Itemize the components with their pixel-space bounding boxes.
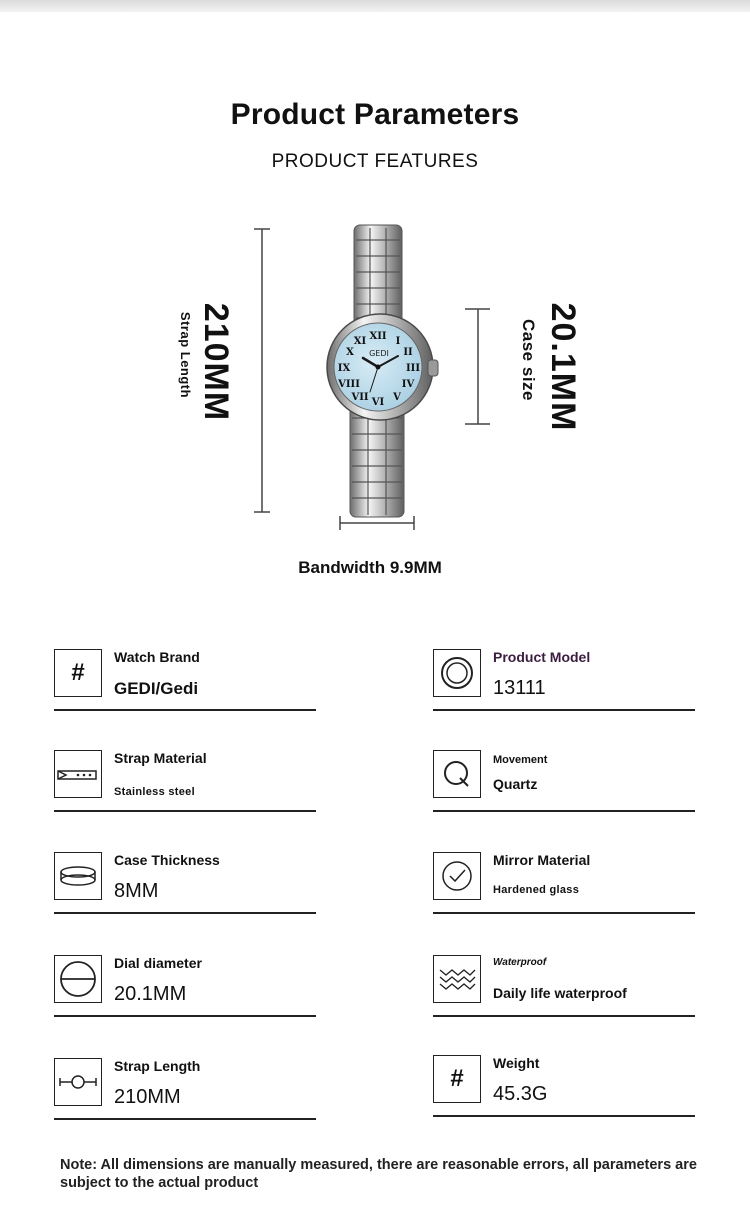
- spec-label: Movement: [493, 754, 548, 766]
- spec-label: Mirror Material: [493, 852, 591, 868]
- watch-logo: GEDI: [369, 349, 389, 358]
- spec-value: 13111: [493, 677, 546, 699]
- spec-movement: [433, 750, 695, 812]
- case-size-dimension-line: [465, 309, 490, 424]
- watch-strap-top: [354, 225, 402, 325]
- spec-value: GEDI/Gedi: [114, 679, 199, 698]
- spec-value: Daily life waterproof: [493, 985, 627, 1001]
- svg-text:VI: VI: [371, 397, 385, 408]
- hash-icon: #: [54, 649, 102, 697]
- spec-value: 8MM: [114, 880, 159, 902]
- divider: [54, 709, 316, 711]
- spec-value: 20.1MM: [114, 983, 187, 1005]
- spec-label: Product Model: [493, 649, 591, 665]
- svg-text:IX: IX: [337, 363, 351, 374]
- page-title: Product Parameters: [230, 98, 520, 131]
- page-subtitle: PRODUCT FEATURES: [271, 151, 479, 172]
- spec-label: Strap Length: [114, 1058, 201, 1074]
- svg-text:XI: XI: [353, 336, 367, 347]
- svg-text:I: I: [395, 336, 401, 347]
- spec-label: Strap Material: [114, 750, 207, 766]
- spec-case-thickness: [54, 852, 316, 914]
- spec-value: 210MM: [114, 1086, 181, 1108]
- svg-text:V: V: [393, 392, 401, 403]
- divider: [433, 1015, 695, 1017]
- divider: [54, 1118, 316, 1120]
- checkmark-circle-icon: [433, 852, 481, 900]
- divider: [54, 810, 316, 812]
- strap-icon: [54, 750, 102, 798]
- divider: [433, 1115, 695, 1117]
- case-size-caption: Case size: [519, 319, 538, 401]
- svg-text:III: III: [405, 363, 421, 374]
- spec-label: Watch Brand: [114, 649, 200, 665]
- strap-length-caption: Strap Length: [178, 311, 193, 399]
- spec-label: Waterproof: [493, 957, 547, 968]
- strap-length-dimension-line: [254, 229, 270, 512]
- spec-dial-diameter: [54, 955, 316, 1017]
- divider: [54, 1015, 316, 1017]
- divider: [433, 912, 695, 914]
- watch-case: [327, 314, 438, 420]
- spec-label: Case Thickness: [114, 852, 220, 868]
- divider: [433, 810, 695, 812]
- svg-text:VII: VII: [351, 392, 369, 403]
- bandwidth-dimension-line: [340, 516, 414, 530]
- strap-length-icon: [54, 1058, 102, 1106]
- watch-strap-bottom: [350, 405, 404, 517]
- case-size-value: 20.1MM: [544, 302, 582, 432]
- spec-value: Hardened glass: [493, 884, 580, 896]
- hash-icon: #: [433, 1055, 481, 1103]
- divider: [433, 709, 695, 711]
- spec-product-model: [433, 649, 695, 711]
- bandwidth-label: Bandwidth 9.9MM: [298, 558, 442, 577]
- dial-icon: [54, 955, 102, 1003]
- watch-dimension-figure: [0, 0, 750, 560]
- spec-strap-length: [54, 1058, 316, 1120]
- spec-value: Quartz: [493, 776, 538, 792]
- spec-watch-brand: [54, 649, 316, 711]
- concentric-circles-icon: [433, 649, 481, 697]
- quartz-q-icon: [433, 750, 481, 798]
- svg-text:XII: XII: [369, 331, 387, 342]
- svg-text:II: II: [403, 347, 413, 358]
- spec-mirror-material: [433, 852, 695, 914]
- spec-label: Weight: [493, 1055, 540, 1071]
- spec-weight: [433, 1055, 695, 1117]
- disclaimer-note: Note: All dimensions are manually measured, there are reasonable errors, all parameters are subject to the actual product: [60, 1157, 697, 1191]
- spec-label: Dial diameter: [114, 955, 202, 971]
- svg-text:X: X: [346, 347, 354, 358]
- spec-value: 45.3G: [493, 1083, 548, 1105]
- spec-strap-material: [54, 750, 316, 812]
- strap-length-value: 210MM: [197, 302, 235, 422]
- spec-waterproof: [433, 955, 695, 1017]
- waves-icon: [433, 955, 481, 1003]
- case-thickness-icon: [54, 852, 102, 900]
- svg-text:VIII: VIII: [338, 379, 360, 390]
- spec-value: Stainless steel: [114, 786, 195, 798]
- svg-text:IV: IV: [401, 379, 415, 390]
- divider: [54, 912, 316, 914]
